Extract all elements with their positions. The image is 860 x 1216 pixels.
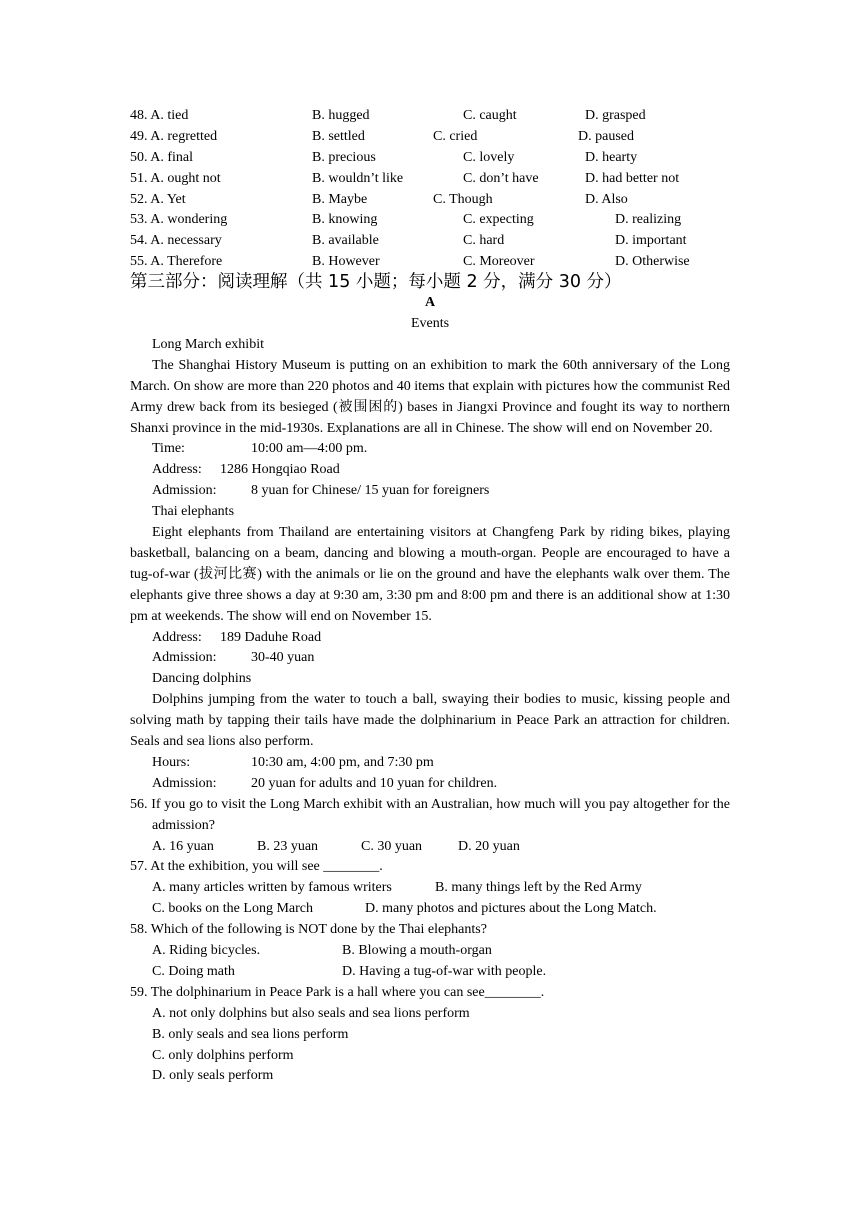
option-c: C. expecting xyxy=(463,212,534,228)
option-d: D. hearty xyxy=(585,149,638,165)
event-title-dolphins: Dancing dolphins xyxy=(152,671,252,687)
exam-page xyxy=(130,106,730,1087)
option-d: D. realizing xyxy=(615,212,682,228)
passage-letter: A xyxy=(424,295,436,311)
long-march-time xyxy=(130,439,730,460)
question-59-option-c: C. only dolphins perform xyxy=(152,1047,294,1063)
option-a: 51. A. ought not xyxy=(130,170,221,186)
elephants-admission xyxy=(130,648,730,669)
option-b: B. knowing xyxy=(312,212,378,228)
value: 10:30 am, 4:00 pm, and 7:30 pm xyxy=(251,754,434,770)
label: Admission: xyxy=(152,650,217,666)
option-d: D. Having a tug-of-war with people. xyxy=(342,963,547,979)
option-b: B. Maybe xyxy=(312,191,368,207)
option-d: D. 20 yuan xyxy=(458,838,520,854)
event-title-elephants: Thai elephants xyxy=(152,504,235,520)
option-a: 52. A. Yet xyxy=(130,191,186,207)
cloze-options xyxy=(130,106,730,273)
value: 10:00 am—4:00 pm. xyxy=(251,441,368,457)
cloze-row-51 xyxy=(130,169,730,190)
label: Admission: xyxy=(152,483,217,499)
label: Time: xyxy=(152,441,185,457)
option-a: A. Riding bicycles. xyxy=(152,943,261,959)
option-d: D. paused xyxy=(578,128,634,144)
cloze-row-53 xyxy=(130,210,730,231)
long-march-admission xyxy=(130,481,730,502)
option-b: B. However xyxy=(312,254,380,270)
option-a: 55. A. Therefore xyxy=(130,254,223,270)
option-a: 49. A. regretted xyxy=(130,128,218,144)
option-c: C. hard xyxy=(463,233,505,249)
question-58-stem: 58. Which of the following is NOT done by the Thai elephants? xyxy=(130,922,487,938)
question-57-stem: 57. At the exhibition, you will see ________. xyxy=(130,859,383,875)
section-heading: 第三部分：阅读理解（共 15 小题；每小题 2 分，满分 30 分） xyxy=(130,272,622,293)
option-b: B. wouldn’t like xyxy=(312,170,404,186)
option-c: C. Doing math xyxy=(152,963,235,979)
value: 20 yuan for adults and 10 yuan for children. xyxy=(251,775,498,791)
event-body-long-march: The Shanghai History Museum is putting on an exhibition to mark the 60th anniversary of the Long March. On show are more than 220 photos and 40 items that explain with pictures how the communist Red Army drew back from its besieged (被围困的) bases in Jiangxi Province and fought its way to northern Shanxi province in the mid-1930s. Explanations are all in Chinese. The show will end on November 20. xyxy=(130,357,730,436)
option-c: C. books on the Long March xyxy=(152,901,313,917)
value: 8 yuan for Chinese/ 15 yuan for foreigners xyxy=(251,483,490,499)
long-march-address xyxy=(130,460,730,481)
option-c: C. cried xyxy=(433,128,478,144)
event-body-elephants: Eight elephants from Thailand are entertaining visitors at Changfeng Park by riding bikes, playing basketball, balancing on a beam, dancing and blowing a mouth-organ. People are encouraged to have a tug-of-war (拔河比赛) with the animals or lie on the ground and have the elephants walk over them. The elephants give three shows a day at 9:30 am, 3:30 pm and 8:00 pm and there is an additional show at 1:30 pm at weekends. The show will end on November 15. xyxy=(130,525,730,624)
option-b: B. hugged xyxy=(312,108,370,123)
option-b: B. Blowing a mouth-organ xyxy=(342,943,492,959)
option-a: 48. A. tied xyxy=(130,108,189,123)
question-57-options-row1 xyxy=(130,878,730,899)
question-59-option-b: B. only seals and sea lions perform xyxy=(152,1026,349,1042)
event-title-long-march: Long March exhibit xyxy=(152,336,264,352)
option-b: B. precious xyxy=(312,149,376,165)
question-58-options-row2 xyxy=(130,962,730,983)
question-56-stem: 56. If you go to visit the Long March exhibit with an Australian, how much will you pay altogether for the admission? xyxy=(130,796,730,833)
passage-title: Events xyxy=(410,316,450,332)
label: Address: xyxy=(152,629,202,645)
cloze-row-55 xyxy=(130,252,730,273)
option-d: D. Otherwise xyxy=(615,254,690,270)
cloze-row-49 xyxy=(130,127,730,148)
cloze-row-52 xyxy=(130,190,730,211)
option-c: C. Though xyxy=(433,191,493,207)
value: 1286 Hongqiao Road xyxy=(220,462,340,478)
value: 189 Daduhe Road xyxy=(220,629,322,645)
question-58-options-row1 xyxy=(130,941,730,962)
value: 30-40 yuan xyxy=(251,650,315,666)
question-59-option-a: A. not only dolphins but also seals and sea lions perform xyxy=(152,1005,470,1021)
question-56-options xyxy=(130,837,730,858)
question-59-stem: 59. The dolphinarium in Peace Park is a hall where you can see________. xyxy=(130,984,545,1000)
option-a: 50. A. final xyxy=(130,149,193,165)
option-d: D. grasped xyxy=(585,108,646,123)
label: Address: xyxy=(152,462,202,478)
label: Admission: xyxy=(152,775,217,791)
dolphins-hours xyxy=(130,753,730,774)
option-c: C. 30 yuan xyxy=(361,838,423,854)
cloze-row-48 xyxy=(130,106,730,127)
option-d: D. important xyxy=(615,233,687,249)
option-c: C. caught xyxy=(463,108,517,123)
option-c: C. don’t have xyxy=(463,170,539,186)
elephants-address xyxy=(130,628,730,649)
option-b: B. available xyxy=(312,233,379,249)
option-a: 54. A. necessary xyxy=(130,233,222,249)
label: Hours: xyxy=(152,754,191,770)
option-c: C. Moreover xyxy=(463,254,535,270)
question-57-options-row2 xyxy=(130,899,730,920)
question-59-option-d: D. only seals perform xyxy=(152,1068,274,1084)
cloze-row-50 xyxy=(130,148,730,169)
option-d: D. many photos and pictures about the Long Match. xyxy=(365,901,657,917)
option-b: B. 23 yuan xyxy=(257,838,319,854)
option-a: 53. A. wondering xyxy=(130,212,228,228)
dolphins-admission xyxy=(130,774,730,795)
option-c: C. lovely xyxy=(463,149,515,165)
option-a: A. many articles written by famous writers xyxy=(152,880,392,896)
event-body-dolphins: Dolphins jumping from the water to touch a ball, swaying their bodies to music, kissing people and solving math by tapping their tails have made the dolphinarium in Peace Park an attraction for children. Seals and sea lions also perform. xyxy=(130,692,730,750)
cloze-row-54 xyxy=(130,231,730,252)
option-b: B. settled xyxy=(312,128,365,144)
option-d: D. Also xyxy=(585,191,628,207)
option-a: A. 16 yuan xyxy=(152,838,214,854)
option-d: D. had better not xyxy=(585,170,680,186)
option-b: B. many things left by the Red Army xyxy=(435,880,642,896)
